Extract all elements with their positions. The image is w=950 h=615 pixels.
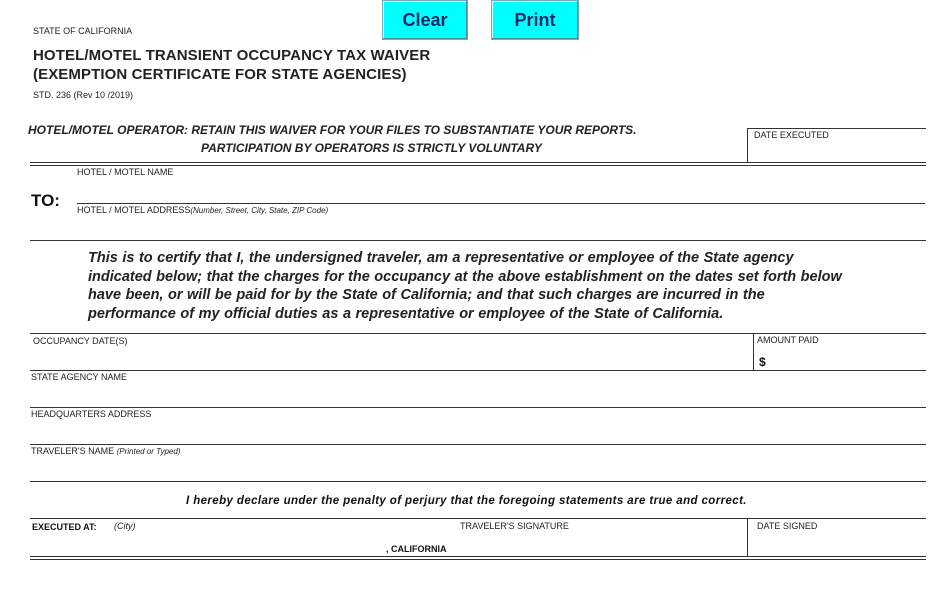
amount-paid-field[interactable] (772, 352, 922, 368)
hotel-address-hint: (Number, Street, City, State, ZIP Code) (190, 206, 329, 215)
traveler-name-line (30, 481, 926, 482)
date-signed-divider (747, 518, 748, 556)
voluntary-notice: PARTICIPATION BY OPERATORS IS STRICTLY VOLUNTARY (201, 141, 542, 155)
hotel-address-field[interactable] (77, 220, 917, 236)
operator-notice: HOTEL/MOTEL OPERATOR: RETAIN THIS WAIVER FOR YOUR FILES TO SUBSTANTIATE YOUR REPORTS. (28, 123, 637, 137)
hotel-name-field[interactable] (77, 182, 917, 198)
section-divider-top (30, 162, 926, 163)
state-label: STATE OF CALIFORNIA (33, 26, 133, 36)
form-title-line2: (EXEMPTION CERTIFICATE FOR STATE AGENCIES) (33, 66, 407, 83)
agency-line (30, 407, 926, 408)
agency-name-field[interactable] (31, 387, 921, 403)
amount-paid-label: AMOUNT PAID (757, 335, 819, 345)
hq-address-label: HEADQUARTERS ADDRESS (31, 409, 152, 419)
date-executed-field[interactable] (754, 143, 922, 159)
occupancy-dates-field[interactable] (33, 350, 743, 366)
print-button[interactable]: Print (491, 0, 579, 40)
date-executed-left-border (747, 128, 748, 162)
date-signed-field[interactable] (757, 536, 922, 552)
hotel-name-label: HOTEL / MOTEL NAME (77, 167, 174, 177)
traveler-name-label-text: TRAVELER'S NAME (31, 446, 115, 456)
agency-name-label: STATE AGENCY NAME (31, 372, 128, 382)
hotel-address-label-text: HOTEL / MOTEL ADDRESS (77, 205, 191, 215)
hq-address-field[interactable] (31, 424, 921, 440)
occupancy-dates-label: OCCUPANCY DATE(S) (33, 336, 128, 346)
traveler-name-hint: (Printed or Typed) (116, 447, 181, 456)
form-number: STD. 236 (Rev 10 /2019) (33, 90, 134, 100)
signature-label: TRAVELER'S SIGNATURE (460, 521, 569, 531)
hotel-name-line (77, 203, 925, 204)
traveler-name-label (31, 446, 180, 456)
signature-top-line (30, 518, 926, 519)
date-executed-label: DATE EXECUTED (754, 130, 829, 140)
signature-bottom-line-2 (30, 559, 926, 560)
hotel-address-label (77, 205, 328, 215)
hotel-address-line (30, 240, 926, 241)
section-divider-bottom (30, 165, 926, 166)
hq-address-line (30, 444, 926, 445)
executed-at-label: EXECUTED AT: (32, 522, 97, 532)
occupancy-bottom-line (30, 370, 926, 371)
executed-city-field[interactable] (114, 536, 384, 552)
form-title-line1: HOTEL/MOTEL TRANSIENT OCCUPANCY TAX WAIVER (33, 47, 431, 64)
amount-divider (753, 333, 754, 370)
california-label: , CALIFORNIA (386, 544, 447, 554)
date-executed-top-border (747, 128, 926, 129)
to-label: TO: (31, 191, 60, 210)
signature-bottom-line-1 (30, 556, 926, 557)
occupancy-top-line (30, 333, 926, 334)
perjury-declaration: I hereby declare under the penalty of perjury that the foregoing statements are true and correct. (186, 495, 747, 507)
city-hint: (City) (114, 521, 136, 531)
clear-button[interactable]: Clear (382, 0, 468, 40)
dollar-sign: $ (759, 355, 766, 369)
certification-text: This is to certify that I, the undersigned traveler, am a representative or employee of the State agency indicated below; that the charges for the occupancy at the above establishment on the dates set forth below have been, or will be paid for by the State of California; and that such charges are incurred in the performance of my official duties as a representative or employee of the State of California. (88, 250, 842, 322)
date-signed-label: DATE SIGNED (757, 521, 818, 531)
traveler-name-field[interactable] (31, 461, 921, 477)
